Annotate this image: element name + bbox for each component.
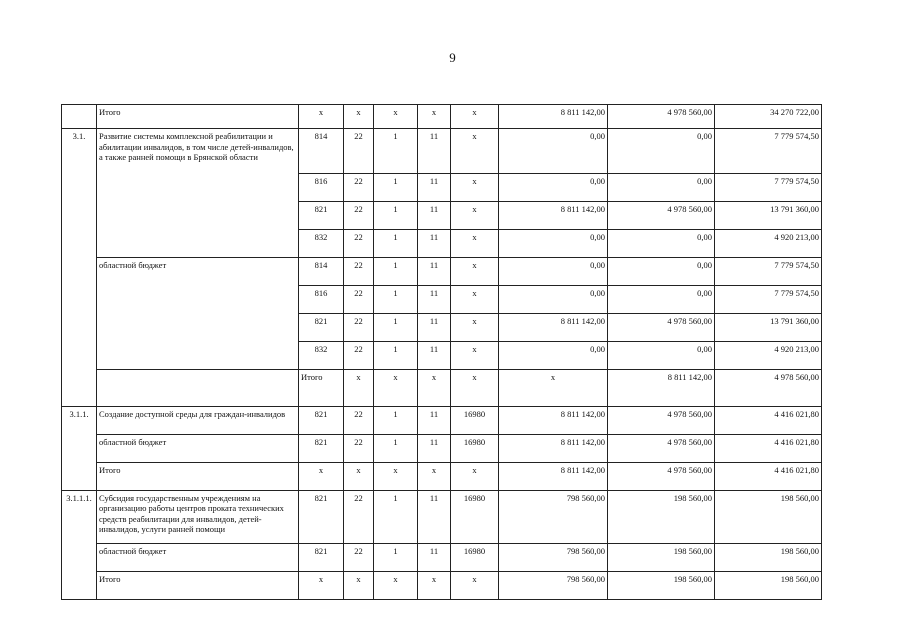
cell-grbs: 821 <box>299 406 344 434</box>
cell-event: 11 <box>418 490 451 543</box>
cell-section: 22 <box>344 406 374 434</box>
cell-event: 11 <box>418 314 451 342</box>
cell-subprogram: 1 <box>374 434 418 462</box>
row-name: Субсидия государственным учреждениям на организацию работы центров проката технических средств реабилитации для инвалидов, детей-инвалидов, услуги ранней помощи <box>97 490 299 543</box>
cell-grbs: х <box>299 462 344 490</box>
cell-direction: х <box>451 230 499 258</box>
table-row <box>62 462 822 490</box>
cell-section: 22 <box>344 314 374 342</box>
cell-section: х <box>344 571 374 599</box>
cell-subprogram: х <box>418 370 451 407</box>
cell-amount-1: 0,00 <box>499 230 608 258</box>
cell-direction: х <box>499 370 608 407</box>
cell-amount-2: 0,00 <box>608 129 715 174</box>
cell-amount-2: 0,00 <box>608 286 715 314</box>
cell-subprogram: х <box>374 105 418 129</box>
cell-amount-3: 34 270 722,00 <box>715 105 822 129</box>
cell-grbs: 821 <box>299 543 344 571</box>
cell-section: 22 <box>344 286 374 314</box>
cell-event: 11 <box>418 543 451 571</box>
cell-section: 22 <box>344 230 374 258</box>
cell-amount-1: 798 560,00 <box>499 571 608 599</box>
cell-amount-2: 4 978 560,00 <box>608 314 715 342</box>
cell-section: х <box>344 462 374 490</box>
cell-subprogram: 1 <box>374 258 418 286</box>
cell-amount-2: 198 560,00 <box>608 571 715 599</box>
cell-grbs: х <box>344 370 374 407</box>
cell-direction: 16980 <box>451 406 499 434</box>
table-row <box>62 406 822 434</box>
cell-section: х <box>344 105 374 129</box>
cell-section: 22 <box>344 174 374 202</box>
cell-direction: х <box>451 462 499 490</box>
row-number: 3.1. <box>62 129 97 407</box>
cell-subprogram: 1 <box>374 230 418 258</box>
table-row <box>62 370 822 407</box>
cell-event: 11 <box>418 202 451 230</box>
cell-amount-1: 8 811 142,00 <box>499 105 608 129</box>
cell-grbs: х <box>299 571 344 599</box>
cell-amount-3: 198 560,00 <box>715 571 822 599</box>
row-number <box>97 370 299 407</box>
cell-grbs: 821 <box>299 314 344 342</box>
cell-amount-1: 0,00 <box>499 174 608 202</box>
cell-event: х <box>418 571 451 599</box>
budget-table <box>61 104 822 600</box>
row-number: 3.1.1.1. <box>62 490 97 599</box>
row-number: 3.1.1. <box>62 406 97 490</box>
cell-event: х <box>451 370 499 407</box>
row-name: Итого <box>97 105 299 129</box>
cell-subprogram: 1 <box>374 406 418 434</box>
cell-amount-3: 7 779 574,50 <box>715 286 822 314</box>
cell-event: х <box>418 105 451 129</box>
cell-grbs: 821 <box>299 490 344 543</box>
cell-amount-1: 798 560,00 <box>499 490 608 543</box>
row-number <box>62 105 97 129</box>
cell-direction: 16980 <box>451 490 499 543</box>
cell-direction: х <box>451 202 499 230</box>
cell-amount-1: 8 811 142,00 <box>499 434 608 462</box>
table-row <box>62 571 822 599</box>
cell-event: 11 <box>418 342 451 370</box>
cell-section: 22 <box>344 543 374 571</box>
cell-amount-1: 798 560,00 <box>499 543 608 571</box>
cell-amount-2: 4 978 560,00 <box>715 370 822 407</box>
cell-direction: х <box>451 286 499 314</box>
cell-direction: х <box>451 571 499 599</box>
row-name: областной бюджет <box>97 258 299 370</box>
cell-amount-3: 4 416 021,80 <box>715 462 822 490</box>
cell-amount-2: 4 978 560,00 <box>608 105 715 129</box>
cell-amount-2: 198 560,00 <box>608 490 715 543</box>
cell-amount-2: 4 978 560,00 <box>608 434 715 462</box>
cell-grbs: 821 <box>299 434 344 462</box>
cell-amount-2: 0,00 <box>608 230 715 258</box>
cell-amount-3: 7 779 574,50 <box>715 174 822 202</box>
cell-amount-1: 0,00 <box>499 258 608 286</box>
row-name: областной бюджет <box>97 543 299 571</box>
cell-direction: х <box>451 129 499 174</box>
cell-section: 22 <box>344 258 374 286</box>
cell-grbs: 816 <box>299 174 344 202</box>
cell-subprogram: 1 <box>374 286 418 314</box>
cell-amount-3: 7 779 574,50 <box>715 258 822 286</box>
cell-event: 11 <box>418 406 451 434</box>
cell-event: х <box>418 462 451 490</box>
cell-event: 11 <box>418 129 451 174</box>
cell-direction: 16980 <box>451 434 499 462</box>
cell-amount-1: 8 811 142,00 <box>499 406 608 434</box>
cell-grbs: 814 <box>299 129 344 174</box>
cell-amount-3: 198 560,00 <box>715 490 822 543</box>
cell-event: 11 <box>418 230 451 258</box>
cell-subprogram: х <box>374 571 418 599</box>
row-name: Развитие системы комплексной реабилитации и абилитации инвалидов, в том числе детей-инвалидов, а также ранней помощи в Брянской области <box>97 129 299 258</box>
cell-direction: х <box>451 342 499 370</box>
cell-amount-3: 13 791 360,00 <box>715 202 822 230</box>
cell-amount-1: 0,00 <box>499 286 608 314</box>
cell-grbs: 832 <box>299 230 344 258</box>
cell-subprogram: 1 <box>374 174 418 202</box>
cell-grbs: х <box>299 105 344 129</box>
cell-subprogram: 1 <box>374 543 418 571</box>
cell-amount-3: 7 779 574,50 <box>715 129 822 174</box>
cell-subprogram: 1 <box>374 129 418 174</box>
cell-section: х <box>374 370 418 407</box>
table-row <box>62 258 822 286</box>
table-row <box>62 105 822 129</box>
page-number: 9 <box>449 50 456 65</box>
cell-direction: х <box>451 314 499 342</box>
cell-direction: х <box>451 174 499 202</box>
cell-amount-2: 4 978 560,00 <box>608 202 715 230</box>
row-name: областной бюджет <box>97 434 299 462</box>
cell-subprogram: 1 <box>374 342 418 370</box>
table-row <box>62 434 822 462</box>
table-row <box>62 543 822 571</box>
cell-grbs: 832 <box>299 342 344 370</box>
cell-amount-1: 0,00 <box>499 342 608 370</box>
cell-amount-2: 0,00 <box>608 342 715 370</box>
cell-grbs: 814 <box>299 258 344 286</box>
cell-amount-1: 8 811 142,00 <box>608 370 715 407</box>
cell-amount-1: 8 811 142,00 <box>499 462 608 490</box>
cell-amount-1: 8 811 142,00 <box>499 314 608 342</box>
row-name: Итого <box>97 462 299 490</box>
cell-amount-1: 0,00 <box>499 129 608 174</box>
row-name: Итого <box>97 571 299 599</box>
cell-amount-3: 4 920 213,00 <box>715 342 822 370</box>
cell-amount-2: 4 978 560,00 <box>608 406 715 434</box>
cell-section: 22 <box>344 490 374 543</box>
cell-event: 11 <box>418 286 451 314</box>
cell-amount-3: 4 920 213,00 <box>715 230 822 258</box>
cell-amount-2: 0,00 <box>608 258 715 286</box>
cell-event: 11 <box>418 174 451 202</box>
table-row <box>62 490 822 543</box>
cell-amount-3: 4 416 021,80 <box>715 434 822 462</box>
cell-grbs: 816 <box>299 286 344 314</box>
cell-section: 22 <box>344 434 374 462</box>
cell-amount-2: 198 560,00 <box>608 543 715 571</box>
cell-direction: х <box>451 258 499 286</box>
cell-subprogram: 1 <box>374 490 418 543</box>
cell-grbs: 821 <box>299 202 344 230</box>
cell-section: 22 <box>344 342 374 370</box>
cell-amount-3: 13 791 360,00 <box>715 314 822 342</box>
table-row <box>62 129 822 174</box>
row-name: Итого <box>299 370 344 407</box>
cell-subprogram: 1 <box>374 314 418 342</box>
cell-amount-2: 0,00 <box>608 174 715 202</box>
row-name: Создание доступной среды для граждан-инвалидов <box>97 406 299 434</box>
cell-direction: х <box>451 105 499 129</box>
cell-amount-3: 198 560,00 <box>715 543 822 571</box>
cell-direction: 16980 <box>451 543 499 571</box>
cell-amount-1: 8 811 142,00 <box>499 202 608 230</box>
cell-subprogram: 1 <box>374 202 418 230</box>
cell-section: 22 <box>344 202 374 230</box>
cell-amount-2: 4 978 560,00 <box>608 462 715 490</box>
cell-amount-3: 4 416 021,80 <box>715 406 822 434</box>
cell-event: 11 <box>418 434 451 462</box>
cell-event: 11 <box>418 258 451 286</box>
cell-section: 22 <box>344 129 374 174</box>
cell-subprogram: х <box>374 462 418 490</box>
